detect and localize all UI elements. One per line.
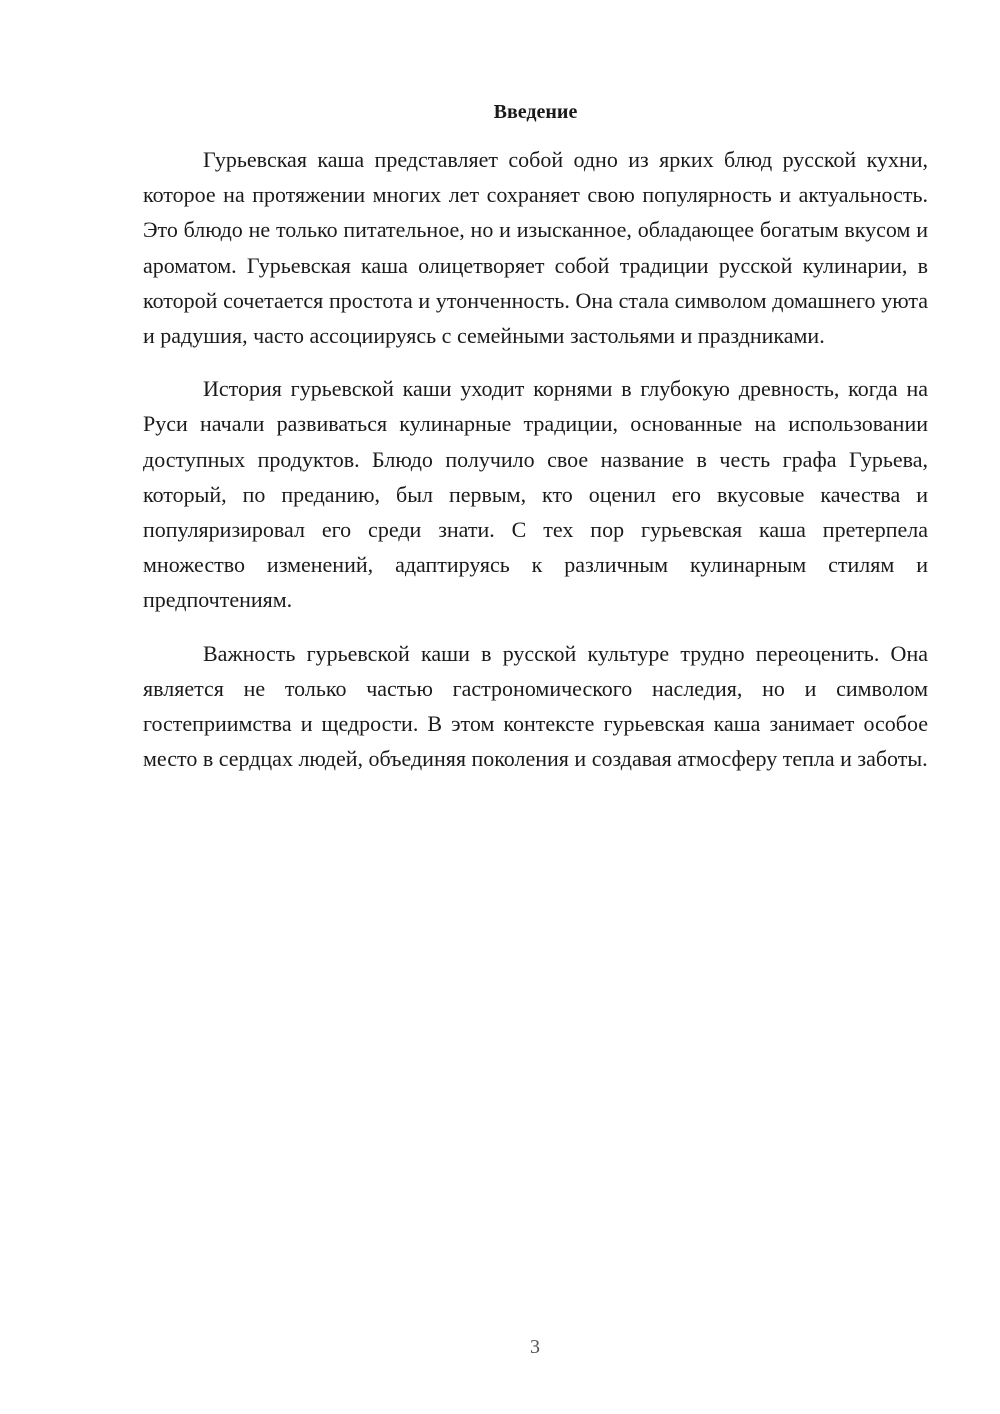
page-number: 3: [530, 1336, 540, 1358]
body-text: [143, 142, 928, 794]
section-heading: Введение: [493, 101, 578, 123]
paragraph-3: Важность гурьевской каши в русской культуре трудно переоценить. Она является не только частью гастрономического наследия, но и символом гостеприимства и щедрости. В этом контексте гурьевская каша занимает особое место в сердцах людей, объединяя поколения и создавая атмосферу тепла и заботы.: [143, 640, 928, 772]
paragraph-1: Гурьевская каша представляет собой одно из ярких блюд русской кухни, которое на протяжении многих лет сохраняет свою популярность и актуальность. Это блюдо не только питательное, но и изысканное, обладающее богатым вкусом и ароматом. Гурьевская каша олицетворяет собой традиции русской кулинарии, в которой сочетается простота и утонченность. Она стала символом домашнего уюта и радушия, часто ассоциируясь с семейными застольями и праздниками.: [143, 147, 928, 349]
paragraph-2: История гурьевской каши уходит корнями в глубокую древность, когда на Руси начали развиваться кулинарные традиции, основанные на использовании доступных продуктов. Блюдо получило свое название в честь графа Гурьева, который, по преданию, был первым, кто оценил его вкусовые качества и популяризировал его среди знати. С тех пор гурьевская каша претерпела множество изменений, адаптируясь к различным кулинарным стилям и предпочтениям.: [143, 376, 928, 613]
